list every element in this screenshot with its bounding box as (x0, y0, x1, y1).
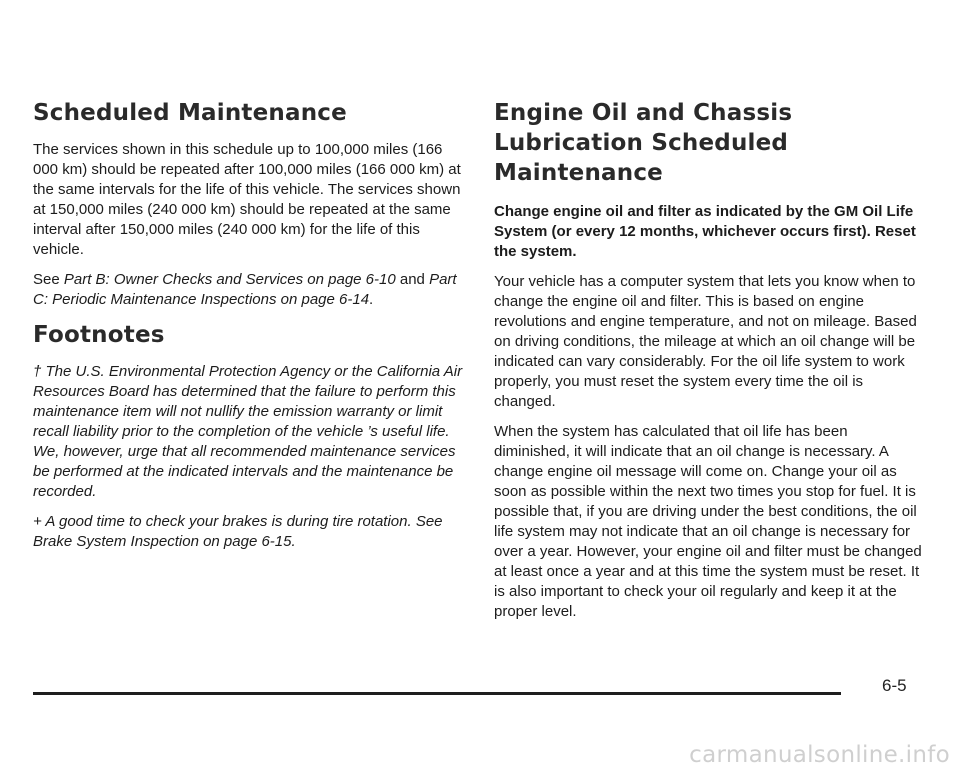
schedule-intro-paragraph: The services shown in this schedule up to 100,000 miles (166 000 km) should be repeated after 100,000 miles (166 000 km) at the same intervals for the life of this vehicle. The services shown at 150,000 miles (240 000 km) should be repeated at the same interval after 150,000 miles (240 000 km) for the life of this vehicle. (33, 141, 461, 258)
oil-life-system-paragraph: Your vehicle has a computer system that lets you know when to change the engine oil and filter. This is based on engine revolutions and engine temperature, and not on mileage. Based on driving conditions, the mileage at which an oil change will be indicated can vary considerably. For the oil life system to work properly, you must reset the system every time the oil is changed. (494, 273, 917, 410)
part-b-reference: Part B: Owner Checks and Services on page 6-10 (63, 271, 396, 288)
section-title-footnotes: Footnotes (33, 322, 165, 348)
oil-life-calculation-paragraph: When the system has calculated that oil life has been diminished, it will indicate that an oil change is necessary. A change engine oil message will come on. Change your oil as soon as possible within the next two times you stop for fuel. It is possible that, if you are driving under the best conditions, the oil life system may not indicate that an oil change is necessary for over a year. However, your engine oil and filter must be changed at least once a year and at this time the system must be reset. It is also important to check your oil regularly and keep it at the proper level. (494, 423, 922, 620)
left-column (33, 98, 463, 562)
see-prefix: See (33, 271, 64, 288)
part-c-reference: Part C: Periodic Maintenance Inspections on page 6-14 (33, 271, 457, 308)
footnote-plus: + A good time to check your brakes is during tire rotation. See Brake System Inspection on page 6-15. (33, 513, 443, 550)
footer-rule (33, 692, 841, 695)
footnote-dagger: † The U.S. Environmental Protection Agency or the California Air Resources Board has determined that the failure to perform this maintenance item will not nullify the emission warranty or limit recall liability prior to the completion of the vehicle ’s useful life. We, however, urge that all recommended maintenance services be performed at the indicated intervals and the maintenance be recorded. (33, 363, 463, 500)
oil-change-lead-paragraph: Change engine oil and filter as indicated by the GM Oil Life System (or every 12 months, whichever occurs first). Reset the system. (494, 203, 916, 260)
section-title-engine-oil: Engine Oil and Chassis Lubrication Scheduled Maintenance (494, 100, 793, 186)
see-mid: and (395, 271, 430, 288)
page-number: 6-5 (882, 676, 907, 695)
see-suffix: . (369, 291, 374, 308)
section-title-scheduled-maintenance: Scheduled Maintenance (33, 100, 347, 126)
see-also-paragraph (33, 270, 463, 310)
watermark: carmanualsonline.info (689, 742, 950, 768)
right-column (494, 98, 924, 632)
